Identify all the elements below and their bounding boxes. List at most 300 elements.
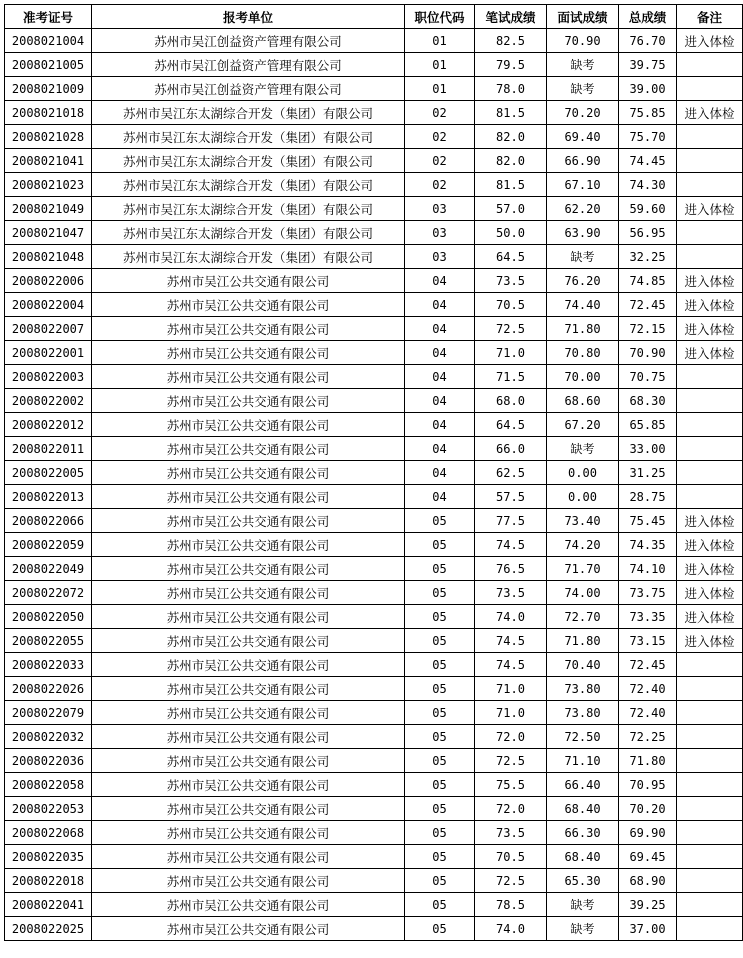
remark-cell xyxy=(677,437,743,461)
table-row xyxy=(5,509,743,533)
position-code-cell: 05 xyxy=(405,917,475,941)
interview-score-cell: 68.60 xyxy=(547,389,619,413)
exam-id-cell: 2008022079 xyxy=(5,701,92,725)
written-score-cell: 73.5 xyxy=(475,821,547,845)
exam-id-cell: 2008021028 xyxy=(5,125,92,149)
remark-cell: 进入体检 xyxy=(677,293,743,317)
position-code-cell: 05 xyxy=(405,725,475,749)
remark-cell xyxy=(677,173,743,197)
total-score-cell: 28.75 xyxy=(619,485,677,509)
interview-score-cell: 68.40 xyxy=(547,797,619,821)
employer-cell: 苏州市吴江公共交通有限公司 xyxy=(92,917,405,941)
table-row xyxy=(5,149,743,173)
total-score-cell: 72.45 xyxy=(619,293,677,317)
written-score-cell: 66.0 xyxy=(475,437,547,461)
total-score-cell: 72.40 xyxy=(619,677,677,701)
remark-cell xyxy=(677,245,743,269)
position-code-cell: 05 xyxy=(405,677,475,701)
header-written-score: 笔试成绩 xyxy=(475,5,547,29)
table-row xyxy=(5,317,743,341)
employer-cell: 苏州市吴江公共交通有限公司 xyxy=(92,341,405,365)
exam-id-cell: 2008022002 xyxy=(5,389,92,413)
remark-cell: 进入体检 xyxy=(677,197,743,221)
employer-cell: 苏州市吴江公共交通有限公司 xyxy=(92,797,405,821)
employer-cell: 苏州市吴江公共交通有限公司 xyxy=(92,437,405,461)
total-score-cell: 33.00 xyxy=(619,437,677,461)
exam-id-cell: 2008022005 xyxy=(5,461,92,485)
remark-cell xyxy=(677,749,743,773)
table-row xyxy=(5,365,743,389)
exam-id-cell: 2008021048 xyxy=(5,245,92,269)
exam-id-cell: 2008022049 xyxy=(5,557,92,581)
written-score-cell: 71.0 xyxy=(475,341,547,365)
written-score-cell: 74.0 xyxy=(475,917,547,941)
position-code-cell: 02 xyxy=(405,173,475,197)
interview-score-cell: 缺考 xyxy=(547,53,619,77)
position-code-cell: 01 xyxy=(405,53,475,77)
remark-cell xyxy=(677,821,743,845)
total-score-cell: 65.85 xyxy=(619,413,677,437)
position-code-cell: 05 xyxy=(405,533,475,557)
remark-cell: 进入体检 xyxy=(677,629,743,653)
position-code-cell: 05 xyxy=(405,557,475,581)
exam-id-cell: 2008022001 xyxy=(5,341,92,365)
total-score-cell: 37.00 xyxy=(619,917,677,941)
written-score-cell: 74.5 xyxy=(475,533,547,557)
total-score-cell: 72.40 xyxy=(619,701,677,725)
table-row xyxy=(5,581,743,605)
total-score-cell: 74.45 xyxy=(619,149,677,173)
exam-id-cell: 2008022026 xyxy=(5,677,92,701)
total-score-cell: 74.85 xyxy=(619,269,677,293)
position-code-cell: 02 xyxy=(405,125,475,149)
total-score-cell: 56.95 xyxy=(619,221,677,245)
table-row xyxy=(5,341,743,365)
interview-score-cell: 70.80 xyxy=(547,341,619,365)
total-score-cell: 59.60 xyxy=(619,197,677,221)
employer-cell: 苏州市吴江创益资产管理有限公司 xyxy=(92,29,405,53)
written-score-cell: 71.0 xyxy=(475,701,547,725)
remark-cell xyxy=(677,77,743,101)
remark-cell xyxy=(677,221,743,245)
interview-score-cell: 70.20 xyxy=(547,101,619,125)
position-code-cell: 02 xyxy=(405,149,475,173)
interview-score-cell: 71.80 xyxy=(547,317,619,341)
remark-cell xyxy=(677,845,743,869)
interview-score-cell: 72.50 xyxy=(547,725,619,749)
interview-score-cell: 0.00 xyxy=(547,485,619,509)
written-score-cell: 57.5 xyxy=(475,485,547,509)
table-row xyxy=(5,557,743,581)
employer-cell: 苏州市吴江公共交通有限公司 xyxy=(92,389,405,413)
results-table xyxy=(4,4,743,941)
position-code-cell: 04 xyxy=(405,413,475,437)
written-score-cell: 79.5 xyxy=(475,53,547,77)
written-score-cell: 64.5 xyxy=(475,245,547,269)
table-row xyxy=(5,773,743,797)
interview-score-cell: 68.40 xyxy=(547,845,619,869)
table-row xyxy=(5,653,743,677)
exam-id-cell: 2008021047 xyxy=(5,221,92,245)
written-score-cell: 74.5 xyxy=(475,629,547,653)
exam-id-cell: 2008022068 xyxy=(5,821,92,845)
header-position-code: 职位代码 xyxy=(405,5,475,29)
written-score-cell: 73.5 xyxy=(475,581,547,605)
position-code-cell: 05 xyxy=(405,749,475,773)
position-code-cell: 01 xyxy=(405,29,475,53)
position-code-cell: 05 xyxy=(405,893,475,917)
exam-id-cell: 2008021049 xyxy=(5,197,92,221)
total-score-cell: 39.75 xyxy=(619,53,677,77)
written-score-cell: 81.5 xyxy=(475,101,547,125)
exam-id-cell: 2008022013 xyxy=(5,485,92,509)
interview-score-cell: 67.20 xyxy=(547,413,619,437)
employer-cell: 苏州市吴江公共交通有限公司 xyxy=(92,365,405,389)
table-row xyxy=(5,413,743,437)
position-code-cell: 04 xyxy=(405,341,475,365)
written-score-cell: 72.5 xyxy=(475,749,547,773)
written-score-cell: 81.5 xyxy=(475,173,547,197)
interview-score-cell: 66.30 xyxy=(547,821,619,845)
table-body xyxy=(5,29,743,941)
employer-cell: 苏州市吴江公共交通有限公司 xyxy=(92,653,405,677)
position-code-cell: 01 xyxy=(405,77,475,101)
employer-cell: 苏州市吴江公共交通有限公司 xyxy=(92,485,405,509)
header-interview-score: 面试成绩 xyxy=(547,5,619,29)
employer-cell: 苏州市吴江公共交通有限公司 xyxy=(92,509,405,533)
header-exam-id: 准考证号 xyxy=(5,5,92,29)
interview-score-cell: 67.10 xyxy=(547,173,619,197)
table-row xyxy=(5,269,743,293)
written-score-cell: 78.5 xyxy=(475,893,547,917)
exam-id-cell: 2008022025 xyxy=(5,917,92,941)
employer-cell: 苏州市吴江公共交通有限公司 xyxy=(92,317,405,341)
total-score-cell: 31.25 xyxy=(619,461,677,485)
interview-score-cell: 缺考 xyxy=(547,245,619,269)
table-row xyxy=(5,437,743,461)
interview-score-cell: 74.20 xyxy=(547,533,619,557)
remark-cell xyxy=(677,413,743,437)
table-row xyxy=(5,221,743,245)
remark-cell: 进入体检 xyxy=(677,557,743,581)
remark-cell xyxy=(677,797,743,821)
header-employer: 报考单位 xyxy=(92,5,405,29)
remark-cell xyxy=(677,365,743,389)
position-code-cell: 05 xyxy=(405,509,475,533)
table-row xyxy=(5,629,743,653)
table-row xyxy=(5,869,743,893)
written-score-cell: 75.5 xyxy=(475,773,547,797)
total-score-cell: 72.45 xyxy=(619,653,677,677)
written-score-cell: 82.5 xyxy=(475,29,547,53)
remark-cell xyxy=(677,53,743,77)
total-score-cell: 39.25 xyxy=(619,893,677,917)
position-code-cell: 05 xyxy=(405,581,475,605)
table-row xyxy=(5,197,743,221)
remark-cell xyxy=(677,389,743,413)
employer-cell: 苏州市吴江公共交通有限公司 xyxy=(92,557,405,581)
exam-id-cell: 2008022059 xyxy=(5,533,92,557)
total-score-cell: 70.20 xyxy=(619,797,677,821)
interview-score-cell: 缺考 xyxy=(547,893,619,917)
total-score-cell: 74.35 xyxy=(619,533,677,557)
interview-score-cell: 71.10 xyxy=(547,749,619,773)
position-code-cell: 05 xyxy=(405,773,475,797)
interview-score-cell: 70.00 xyxy=(547,365,619,389)
interview-score-cell: 缺考 xyxy=(547,917,619,941)
written-score-cell: 72.0 xyxy=(475,797,547,821)
position-code-cell: 04 xyxy=(405,389,475,413)
total-score-cell: 75.45 xyxy=(619,509,677,533)
exam-id-cell: 2008022066 xyxy=(5,509,92,533)
exam-id-cell: 2008022058 xyxy=(5,773,92,797)
total-score-cell: 75.85 xyxy=(619,101,677,125)
written-score-cell: 77.5 xyxy=(475,509,547,533)
position-code-cell: 05 xyxy=(405,629,475,653)
interview-score-cell: 76.20 xyxy=(547,269,619,293)
interview-score-cell: 73.40 xyxy=(547,509,619,533)
employer-cell: 苏州市吴江公共交通有限公司 xyxy=(92,533,405,557)
table-row xyxy=(5,893,743,917)
interview-score-cell: 74.00 xyxy=(547,581,619,605)
table-row xyxy=(5,845,743,869)
remark-cell: 进入体检 xyxy=(677,269,743,293)
position-code-cell: 05 xyxy=(405,605,475,629)
written-score-cell: 50.0 xyxy=(475,221,547,245)
position-code-cell: 03 xyxy=(405,245,475,269)
remark-cell: 进入体检 xyxy=(677,605,743,629)
employer-cell: 苏州市吴江公共交通有限公司 xyxy=(92,749,405,773)
table-row xyxy=(5,173,743,197)
remark-cell xyxy=(677,773,743,797)
exam-id-cell: 2008022055 xyxy=(5,629,92,653)
employer-cell: 苏州市吴江东太湖综合开发（集团）有限公司 xyxy=(92,149,405,173)
total-score-cell: 72.15 xyxy=(619,317,677,341)
total-score-cell: 73.35 xyxy=(619,605,677,629)
exam-id-cell: 2008021041 xyxy=(5,149,92,173)
total-score-cell: 32.25 xyxy=(619,245,677,269)
table-row xyxy=(5,461,743,485)
employer-cell: 苏州市吴江公共交通有限公司 xyxy=(92,821,405,845)
remark-cell: 进入体检 xyxy=(677,581,743,605)
total-score-cell: 73.75 xyxy=(619,581,677,605)
employer-cell: 苏州市吴江东太湖综合开发（集团）有限公司 xyxy=(92,245,405,269)
exam-id-cell: 2008022011 xyxy=(5,437,92,461)
position-code-cell: 02 xyxy=(405,101,475,125)
employer-cell: 苏州市吴江东太湖综合开发（集团）有限公司 xyxy=(92,173,405,197)
table-row xyxy=(5,725,743,749)
remark-cell xyxy=(677,677,743,701)
employer-cell: 苏州市吴江公共交通有限公司 xyxy=(92,605,405,629)
total-score-cell: 76.70 xyxy=(619,29,677,53)
employer-cell: 苏州市吴江创益资产管理有限公司 xyxy=(92,77,405,101)
exam-id-cell: 2008022041 xyxy=(5,893,92,917)
exam-id-cell: 2008022006 xyxy=(5,269,92,293)
total-score-cell: 72.25 xyxy=(619,725,677,749)
employer-cell: 苏州市吴江公共交通有限公司 xyxy=(92,701,405,725)
employer-cell: 苏州市吴江东太湖综合开发（集团）有限公司 xyxy=(92,125,405,149)
employer-cell: 苏州市吴江公共交通有限公司 xyxy=(92,845,405,869)
written-score-cell: 73.5 xyxy=(475,269,547,293)
position-code-cell: 05 xyxy=(405,821,475,845)
interview-score-cell: 缺考 xyxy=(547,437,619,461)
written-score-cell: 72.0 xyxy=(475,725,547,749)
total-score-cell: 75.70 xyxy=(619,125,677,149)
written-score-cell: 70.5 xyxy=(475,845,547,869)
employer-cell: 苏州市吴江创益资产管理有限公司 xyxy=(92,53,405,77)
remark-cell: 进入体检 xyxy=(677,317,743,341)
remark-cell xyxy=(677,485,743,509)
remark-cell xyxy=(677,701,743,725)
exam-id-cell: 2008022004 xyxy=(5,293,92,317)
exam-id-cell: 2008022012 xyxy=(5,413,92,437)
exam-id-cell: 2008022035 xyxy=(5,845,92,869)
employer-cell: 苏州市吴江东太湖综合开发（集团）有限公司 xyxy=(92,197,405,221)
employer-cell: 苏州市吴江公共交通有限公司 xyxy=(92,725,405,749)
written-score-cell: 70.5 xyxy=(475,293,547,317)
interview-score-cell: 65.30 xyxy=(547,869,619,893)
exam-id-cell: 2008022018 xyxy=(5,869,92,893)
table-row xyxy=(5,917,743,941)
exam-id-cell: 2008022036 xyxy=(5,749,92,773)
total-score-cell: 71.80 xyxy=(619,749,677,773)
interview-score-cell: 71.80 xyxy=(547,629,619,653)
written-score-cell: 82.0 xyxy=(475,125,547,149)
table-row xyxy=(5,797,743,821)
employer-cell: 苏州市吴江公共交通有限公司 xyxy=(92,413,405,437)
remark-cell xyxy=(677,125,743,149)
position-code-cell: 04 xyxy=(405,485,475,509)
employer-cell: 苏州市吴江公共交通有限公司 xyxy=(92,893,405,917)
remark-cell xyxy=(677,917,743,941)
table-row xyxy=(5,821,743,845)
employer-cell: 苏州市吴江公共交通有限公司 xyxy=(92,629,405,653)
position-code-cell: 04 xyxy=(405,461,475,485)
remark-cell: 进入体检 xyxy=(677,29,743,53)
total-score-cell: 70.75 xyxy=(619,365,677,389)
interview-score-cell: 70.40 xyxy=(547,653,619,677)
position-code-cell: 04 xyxy=(405,293,475,317)
table-row xyxy=(5,485,743,509)
remark-cell: 进入体检 xyxy=(677,341,743,365)
table-row xyxy=(5,605,743,629)
employer-cell: 苏州市吴江公共交通有限公司 xyxy=(92,461,405,485)
employer-cell: 苏州市吴江公共交通有限公司 xyxy=(92,581,405,605)
remark-cell xyxy=(677,725,743,749)
exam-id-cell: 2008021009 xyxy=(5,77,92,101)
table-row xyxy=(5,77,743,101)
interview-score-cell: 62.20 xyxy=(547,197,619,221)
interview-score-cell: 73.80 xyxy=(547,677,619,701)
interview-score-cell: 缺考 xyxy=(547,77,619,101)
table-row xyxy=(5,293,743,317)
table-row xyxy=(5,389,743,413)
exam-id-cell: 2008022007 xyxy=(5,317,92,341)
written-score-cell: 82.0 xyxy=(475,149,547,173)
interview-score-cell: 74.40 xyxy=(547,293,619,317)
exam-id-cell: 2008022050 xyxy=(5,605,92,629)
position-code-cell: 04 xyxy=(405,317,475,341)
employer-cell: 苏州市吴江东太湖综合开发（集团）有限公司 xyxy=(92,101,405,125)
remark-cell xyxy=(677,149,743,173)
total-score-cell: 70.90 xyxy=(619,341,677,365)
remark-cell: 进入体检 xyxy=(677,101,743,125)
exam-id-cell: 2008021005 xyxy=(5,53,92,77)
total-score-cell: 74.30 xyxy=(619,173,677,197)
employer-cell: 苏州市吴江公共交通有限公司 xyxy=(92,293,405,317)
written-score-cell: 72.5 xyxy=(475,869,547,893)
total-score-cell: 69.90 xyxy=(619,821,677,845)
position-code-cell: 04 xyxy=(405,269,475,293)
table-row xyxy=(5,101,743,125)
written-score-cell: 74.5 xyxy=(475,653,547,677)
total-score-cell: 69.45 xyxy=(619,845,677,869)
interview-score-cell: 70.90 xyxy=(547,29,619,53)
table-row xyxy=(5,53,743,77)
position-code-cell: 04 xyxy=(405,437,475,461)
total-score-cell: 39.00 xyxy=(619,77,677,101)
total-score-cell: 68.90 xyxy=(619,869,677,893)
table-row xyxy=(5,125,743,149)
employer-cell: 苏州市吴江公共交通有限公司 xyxy=(92,773,405,797)
exam-id-cell: 2008021023 xyxy=(5,173,92,197)
employer-cell: 苏州市吴江公共交通有限公司 xyxy=(92,269,405,293)
written-score-cell: 57.0 xyxy=(475,197,547,221)
employer-cell: 苏州市吴江东太湖综合开发（集团）有限公司 xyxy=(92,221,405,245)
interview-score-cell: 0.00 xyxy=(547,461,619,485)
position-code-cell: 03 xyxy=(405,197,475,221)
remark-cell xyxy=(677,653,743,677)
interview-score-cell: 72.70 xyxy=(547,605,619,629)
exam-id-cell: 2008022053 xyxy=(5,797,92,821)
employer-cell: 苏州市吴江公共交通有限公司 xyxy=(92,677,405,701)
written-score-cell: 76.5 xyxy=(475,557,547,581)
position-code-cell: 05 xyxy=(405,701,475,725)
written-score-cell: 72.5 xyxy=(475,317,547,341)
position-code-cell: 05 xyxy=(405,869,475,893)
remark-cell xyxy=(677,461,743,485)
interview-score-cell: 71.70 xyxy=(547,557,619,581)
total-score-cell: 70.95 xyxy=(619,773,677,797)
total-score-cell: 74.10 xyxy=(619,557,677,581)
remark-cell: 进入体检 xyxy=(677,509,743,533)
table-row xyxy=(5,245,743,269)
written-score-cell: 71.0 xyxy=(475,677,547,701)
position-code-cell: 03 xyxy=(405,221,475,245)
table-row xyxy=(5,677,743,701)
interview-score-cell: 73.80 xyxy=(547,701,619,725)
remark-cell xyxy=(677,893,743,917)
exam-id-cell: 2008022003 xyxy=(5,365,92,389)
written-score-cell: 64.5 xyxy=(475,413,547,437)
table-row xyxy=(5,749,743,773)
table-row xyxy=(5,533,743,557)
position-code-cell: 05 xyxy=(405,653,475,677)
written-score-cell: 71.5 xyxy=(475,365,547,389)
table-row xyxy=(5,29,743,53)
employer-cell: 苏州市吴江公共交通有限公司 xyxy=(92,869,405,893)
exam-id-cell: 2008022072 xyxy=(5,581,92,605)
position-code-cell: 05 xyxy=(405,845,475,869)
exam-id-cell: 2008022033 xyxy=(5,653,92,677)
table-row xyxy=(5,701,743,725)
written-score-cell: 78.0 xyxy=(475,77,547,101)
total-score-cell: 73.15 xyxy=(619,629,677,653)
written-score-cell: 68.0 xyxy=(475,389,547,413)
remark-cell xyxy=(677,869,743,893)
header-total-score: 总成绩 xyxy=(619,5,677,29)
header-row xyxy=(5,5,743,29)
